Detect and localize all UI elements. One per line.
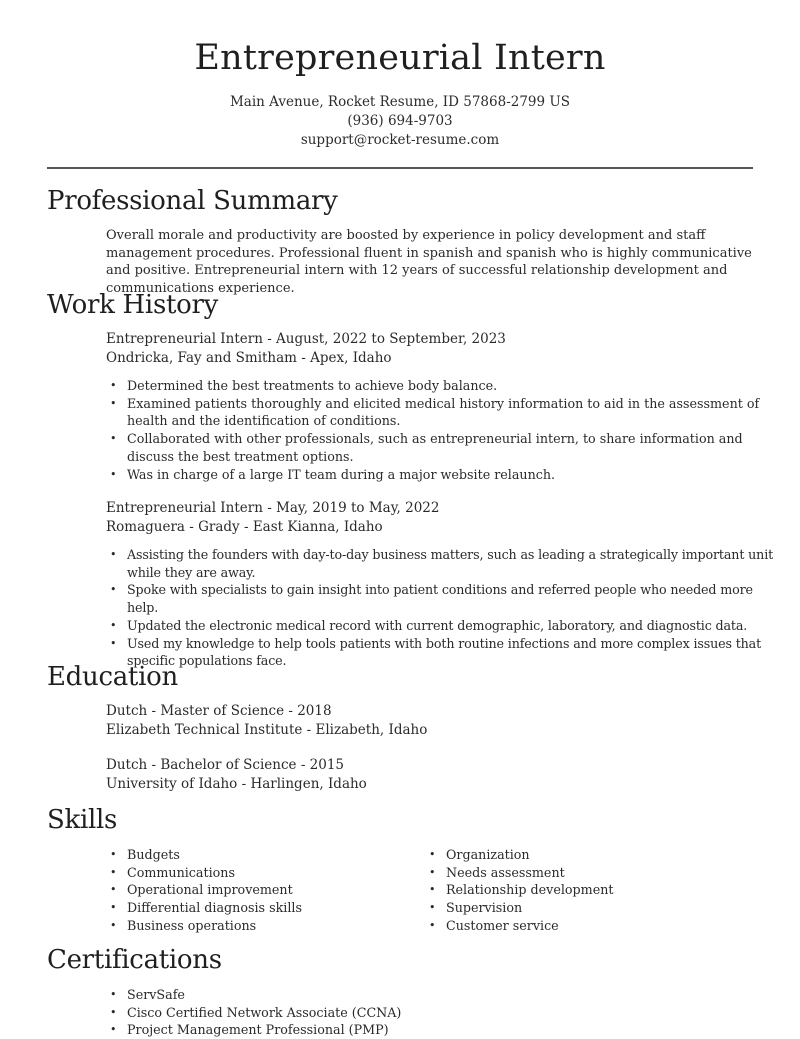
skill-item: • Needs assessment [446,864,800,882]
education-school: University of Idaho - Harlingen, Idaho [106,776,367,792]
job-bullets [106,377,777,483]
job-heading: Entrepreneurial Intern - August, 2022 to September, 2023 [106,331,506,347]
list-item: • Examined patients thoroughly and elicited medical history information to aid in the assessment of health and the identification of conditions. [127,395,777,430]
list-item: • Assisting the founders with day-to-day business matters, such as leading a strategically important unit while they are away. [127,546,777,581]
certification-item: • ServSafe [127,986,777,1004]
header-divider [47,167,753,169]
certifications-list [106,986,777,1039]
skill-item: • Operational improvement [127,881,777,899]
summary-text: Overall morale and productivity are boosted by experience in policy development and staff management procedures. Professional fluent in spanish and spanish who is highly communicative and positive. Entrepreneurial intern with 12 years of successful relationship development and communications experience. [106,228,752,297]
job-company: Romaguera - Grady - East Kianna, Idaho [106,519,383,535]
certification-item: • Project Management Professional (PMP) [127,1021,777,1039]
skill-item: • Differential diagnosis skills [127,899,777,917]
section-title-education: Education [47,662,178,692]
section-title-certifications: Certifications [47,945,222,975]
list-item: • Spoke with specialists to gain insight into patient conditions and referred people who needed more help. [127,581,777,616]
skill-item: • Budgets [127,846,777,864]
skill-item: • Supervision [446,899,800,917]
education-degree: Dutch - Master of Science - 2018 [106,703,332,719]
job-bullets [106,546,777,670]
certification-item: • Cisco Certified Network Associate (CCNA) [127,1004,777,1022]
education-degree: Dutch - Bachelor of Science - 2015 [106,757,345,773]
skill-item: • Business operations [127,917,777,935]
list-item: • Used my knowledge to help tools patients with both routine infections and more complex issues that specific populations face. [127,635,777,670]
section-title-skills: Skills [47,805,118,835]
skill-item: • Relationship development [446,881,800,899]
job-heading: Entrepreneurial Intern - May, 2019 to May, 2022 [106,500,440,516]
contact-phone: (936) 694-9703 [347,113,453,129]
section-title-summary: Professional Summary [47,186,338,216]
section-title-work-history: Work History [47,290,219,320]
skill-item: • Organization [446,846,800,864]
education-school: Elizabeth Technical Institute - Elizabeth, Idaho [106,722,428,738]
list-item: • Updated the electronic medical record with current demographic, laboratory, and diagnostic data. [127,617,777,635]
list-item: • Collaborated with other professionals, such as entrepreneurial intern, to share information and discuss the best treatment options. [127,430,777,465]
skills-list-right [425,846,800,935]
skill-item: • Customer service [446,917,800,935]
candidate-name: Entrepreneurial Intern [194,38,606,78]
contact-address: Main Avenue, Rocket Resume, ID 57868-2799 US [229,94,571,110]
skill-item: • Communications [127,864,777,882]
job-company: Ondricka, Fay and Smitham - Apex, Idaho [106,350,392,366]
contact-email[interactable]: support@rocket-resume.com [300,132,500,148]
list-item: • Determined the best treatments to achieve body balance. [127,377,777,395]
list-item: • Was in charge of a large IT team during a major website relaunch. [127,466,777,484]
